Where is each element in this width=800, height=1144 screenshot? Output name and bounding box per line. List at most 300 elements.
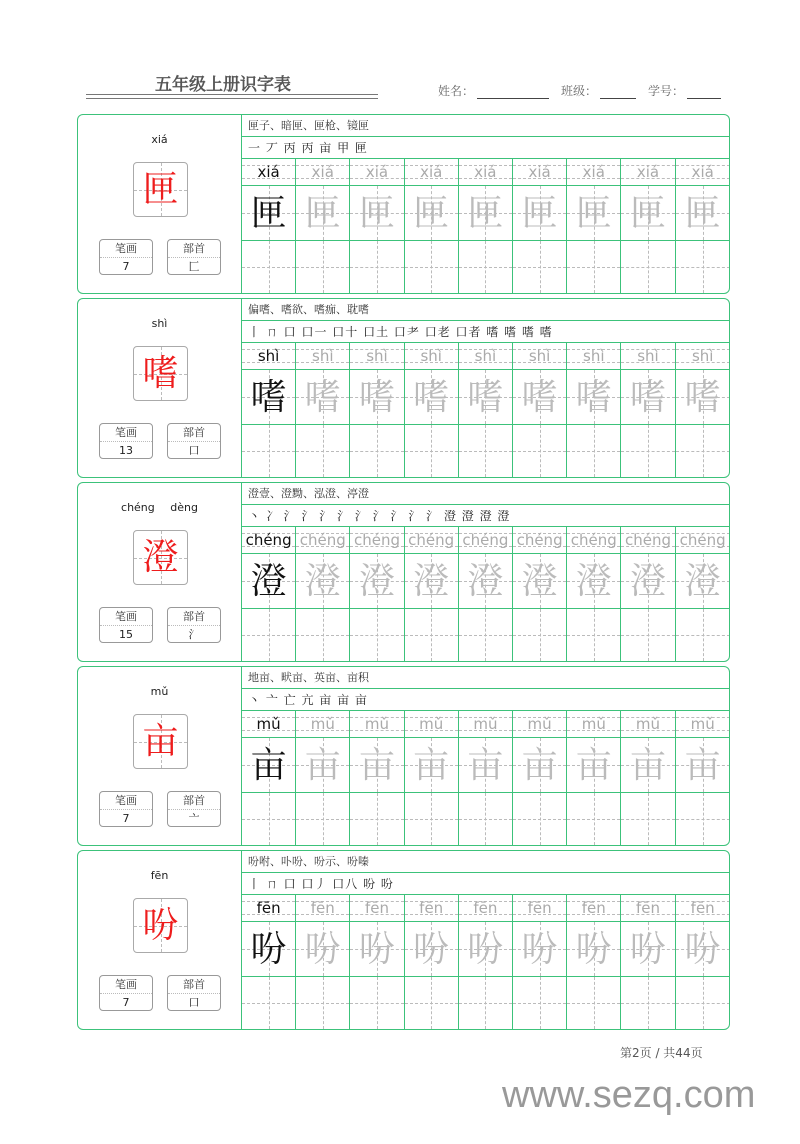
main-character: 匣 bbox=[142, 169, 179, 210]
character-cell[interactable] bbox=[242, 186, 295, 241]
writing-cell[interactable] bbox=[621, 609, 674, 661]
writing-cell[interactable] bbox=[676, 609, 730, 661]
character-card bbox=[77, 114, 730, 294]
practice-panel bbox=[242, 667, 729, 845]
character-trace: 澄 bbox=[629, 561, 666, 602]
character-trace: 澄 bbox=[521, 561, 558, 602]
character-cell[interactable] bbox=[621, 738, 674, 793]
writing-cell[interactable] bbox=[621, 241, 674, 293]
writing-cell[interactable] bbox=[513, 425, 566, 477]
character-trace: 亩 bbox=[575, 745, 612, 786]
practice-column bbox=[621, 895, 675, 1029]
writing-cell[interactable] bbox=[350, 977, 403, 1029]
radical-label: 部首 bbox=[168, 240, 220, 258]
character-trace: 匣 bbox=[684, 193, 721, 234]
character-trace: 吩 bbox=[684, 929, 721, 970]
character-display-box bbox=[133, 530, 188, 585]
stroke-order: 丨 ㄇ 口 口丿 口八 吩 吩 bbox=[242, 873, 729, 895]
character-cell[interactable] bbox=[621, 186, 674, 241]
pinyin-trace: shì bbox=[691, 347, 714, 365]
writing-cell[interactable] bbox=[296, 793, 349, 845]
pinyin-trace: chéng bbox=[679, 531, 726, 549]
pinyin-cell[interactable] bbox=[459, 711, 512, 738]
practice-column bbox=[676, 343, 730, 477]
pinyin-trace: xiá bbox=[474, 163, 497, 181]
character-trace: 嗜 bbox=[413, 377, 450, 418]
pinyin-trace: shì bbox=[474, 347, 497, 365]
pinyin-trace: xiá bbox=[582, 163, 605, 181]
radical-value: 口 bbox=[188, 996, 200, 1009]
pinyin-cell[interactable] bbox=[350, 343, 403, 370]
character-cell[interactable] bbox=[405, 554, 458, 609]
pinyin-cell[interactable] bbox=[242, 343, 295, 370]
stroke-order: 一 丆 丙 丙 亩 甲 匣 bbox=[242, 137, 729, 159]
pinyin-cell[interactable] bbox=[459, 343, 512, 370]
stroke-count-value: 7 bbox=[122, 812, 130, 825]
student-info bbox=[438, 82, 721, 99]
pinyin-cell[interactable] bbox=[459, 527, 512, 554]
character-info-panel bbox=[78, 115, 242, 293]
pinyin-cell[interactable] bbox=[513, 343, 566, 370]
character-cell[interactable] bbox=[242, 738, 295, 793]
character-cell[interactable] bbox=[350, 186, 403, 241]
pinyin-trace: shì bbox=[312, 347, 334, 365]
practice-column bbox=[242, 159, 296, 293]
practice-column bbox=[350, 159, 404, 293]
stroke-count-label: 笔画 bbox=[100, 608, 152, 626]
pinyin-cell[interactable] bbox=[513, 895, 566, 922]
pinyin-trace: chéng bbox=[570, 531, 617, 549]
writing-cell[interactable] bbox=[459, 241, 512, 293]
pinyin-cell[interactable] bbox=[405, 895, 458, 922]
page-title: 五年级上册识字表 bbox=[155, 75, 291, 95]
character-trace: 澄 bbox=[358, 561, 395, 602]
practice-column bbox=[242, 527, 296, 661]
pinyin-cell[interactable] bbox=[676, 711, 730, 738]
radical-box bbox=[167, 607, 221, 643]
radical-value: 口 bbox=[188, 444, 200, 457]
pinyin-cell[interactable] bbox=[405, 343, 458, 370]
practice-column bbox=[242, 343, 296, 477]
pinyin-trace: shì bbox=[257, 347, 280, 365]
example-words: 澄壹、澄黝、泓澄、渟澄 bbox=[242, 483, 729, 505]
pinyin-cell[interactable] bbox=[567, 159, 620, 186]
radical-label: 部首 bbox=[168, 976, 220, 994]
example-words: 吩咐、卟吩、吩示、吩嗪 bbox=[242, 851, 729, 873]
character-trace: 吩 bbox=[521, 929, 558, 970]
pinyin-cell[interactable] bbox=[621, 159, 674, 186]
character-cell[interactable] bbox=[676, 186, 730, 241]
character-info-panel bbox=[78, 299, 242, 477]
name-blank[interactable] bbox=[477, 85, 549, 99]
stroke-count-label: 笔画 bbox=[100, 424, 152, 442]
pinyin-cell[interactable] bbox=[405, 527, 458, 554]
character-cell[interactable] bbox=[296, 554, 349, 609]
practice-panel bbox=[242, 299, 729, 477]
writing-cell[interactable] bbox=[296, 977, 349, 1029]
pinyin-trace: shì bbox=[637, 347, 659, 365]
writing-cell[interactable] bbox=[513, 609, 566, 661]
pinyin-trace: xiá bbox=[636, 163, 660, 181]
practice-column bbox=[513, 895, 567, 1029]
pinyin-cell[interactable] bbox=[567, 527, 620, 554]
character-cell[interactable] bbox=[459, 186, 512, 241]
pinyin-cell[interactable] bbox=[621, 343, 674, 370]
character-trace: 吩 bbox=[250, 929, 287, 970]
character-info-panel bbox=[78, 483, 242, 661]
character-trace: 澄 bbox=[413, 561, 450, 602]
pinyin-cell[interactable] bbox=[513, 711, 566, 738]
character-cell[interactable] bbox=[350, 370, 403, 425]
stroke-count-box bbox=[99, 607, 153, 643]
character-trace: 匣 bbox=[358, 193, 395, 234]
stroke-count-box bbox=[99, 975, 153, 1011]
practice-column bbox=[567, 527, 621, 661]
writing-cell[interactable] bbox=[676, 977, 730, 1029]
practice-column bbox=[296, 527, 350, 661]
pinyin-label: mǔ bbox=[150, 685, 169, 698]
pinyin-cell[interactable] bbox=[459, 159, 512, 186]
practice-column bbox=[513, 343, 567, 477]
character-trace: 匣 bbox=[521, 193, 558, 234]
practice-grid bbox=[242, 527, 729, 661]
pinyin-cell[interactable] bbox=[296, 343, 349, 370]
writing-cell[interactable] bbox=[405, 241, 458, 293]
writing-cell[interactable] bbox=[513, 793, 566, 845]
character-cell[interactable] bbox=[513, 186, 566, 241]
character-cell[interactable] bbox=[242, 554, 295, 609]
pinyin-trace: shì bbox=[366, 347, 388, 365]
pinyin-cell[interactable] bbox=[296, 711, 349, 738]
character-cell[interactable] bbox=[459, 738, 512, 793]
character-cell[interactable] bbox=[676, 922, 730, 977]
writing-cell[interactable] bbox=[567, 977, 620, 1029]
character-cell[interactable] bbox=[350, 922, 403, 977]
character-cell[interactable] bbox=[513, 922, 566, 977]
character-display-box bbox=[133, 898, 188, 953]
character-cell[interactable] bbox=[567, 370, 620, 425]
practice-column bbox=[621, 527, 675, 661]
pinyin-trace: fēn bbox=[581, 899, 606, 917]
pinyin-cell[interactable] bbox=[242, 159, 295, 186]
stroke-count-box bbox=[99, 423, 153, 459]
pinyin-trace: mǔ bbox=[635, 715, 661, 733]
pinyin-trace: mǔ bbox=[581, 715, 606, 733]
character-cell[interactable] bbox=[296, 370, 349, 425]
character-cell[interactable] bbox=[567, 738, 620, 793]
character-display-box bbox=[133, 162, 188, 217]
pinyin-cell[interactable] bbox=[676, 343, 730, 370]
practice-column bbox=[676, 895, 730, 1029]
character-cell[interactable] bbox=[459, 922, 512, 977]
character-trace: 嗜 bbox=[575, 377, 612, 418]
pinyin-cell[interactable] bbox=[242, 527, 295, 554]
character-trace: 亩 bbox=[629, 745, 666, 786]
pinyin-cell[interactable] bbox=[567, 343, 620, 370]
character-cell[interactable] bbox=[567, 922, 620, 977]
practice-column bbox=[513, 159, 567, 293]
character-cell[interactable] bbox=[676, 738, 730, 793]
pinyin-trace: xiá bbox=[311, 163, 334, 181]
character-trace: 嗜 bbox=[521, 377, 558, 418]
character-cell[interactable] bbox=[296, 738, 349, 793]
character-cell[interactable] bbox=[242, 922, 295, 977]
pinyin-label: fēn bbox=[150, 869, 169, 882]
student-no-blank[interactable] bbox=[687, 85, 721, 99]
character-trace: 亩 bbox=[684, 745, 721, 786]
example-words: 地亩、畎亩、英亩、亩积 bbox=[242, 667, 729, 689]
title-underline bbox=[86, 94, 378, 99]
pinyin-cell[interactable] bbox=[242, 895, 295, 922]
pinyin-trace: fēn bbox=[690, 899, 715, 917]
pinyin-label: chéng dèng bbox=[121, 501, 198, 514]
character-cell[interactable] bbox=[405, 922, 458, 977]
example-words: 偏嗜、嗜欲、嗜痂、耽嗜 bbox=[242, 299, 729, 321]
example-words: 匣子、暗匣、匣枪、镜匣 bbox=[242, 115, 729, 137]
pinyin-cell[interactable] bbox=[459, 895, 512, 922]
pinyin-trace: fēn bbox=[473, 899, 498, 917]
radical-box bbox=[167, 975, 221, 1011]
character-trace: 嗜 bbox=[684, 377, 721, 418]
pinyin-trace: chéng bbox=[245, 531, 292, 549]
character-trace: 澄 bbox=[575, 561, 612, 602]
practice-column bbox=[621, 343, 675, 477]
writing-cell[interactable] bbox=[513, 241, 566, 293]
writing-cell[interactable] bbox=[350, 609, 403, 661]
stroke-count-value: 15 bbox=[119, 628, 133, 641]
character-card bbox=[77, 850, 730, 1030]
stroke-count-value: 7 bbox=[122, 996, 130, 1009]
pinyin-cell[interactable] bbox=[621, 527, 674, 554]
writing-cell[interactable] bbox=[459, 609, 512, 661]
pinyin-label: xiá bbox=[151, 133, 168, 146]
character-trace: 吩 bbox=[358, 929, 395, 970]
pinyin-trace: mǔ bbox=[473, 715, 498, 733]
main-character: 澄 bbox=[142, 537, 179, 578]
writing-cell[interactable] bbox=[459, 425, 512, 477]
writing-cell[interactable] bbox=[405, 977, 458, 1029]
pinyin-label: shì bbox=[151, 317, 168, 330]
character-cell[interactable] bbox=[567, 554, 620, 609]
pinyin-cell[interactable] bbox=[621, 711, 674, 738]
character-card bbox=[77, 482, 730, 662]
pinyin-trace: chéng bbox=[353, 531, 400, 549]
pinyin-cell[interactable] bbox=[513, 527, 566, 554]
character-trace: 吩 bbox=[413, 929, 450, 970]
practice-column bbox=[242, 895, 296, 1029]
radical-box bbox=[167, 423, 221, 459]
practice-column bbox=[405, 711, 459, 845]
writing-cell[interactable] bbox=[567, 241, 620, 293]
character-info-panel bbox=[78, 667, 242, 845]
character-cell[interactable] bbox=[513, 738, 566, 793]
pinyin-trace: chéng bbox=[299, 531, 346, 549]
writing-cell[interactable] bbox=[242, 241, 295, 293]
character-trace: 澄 bbox=[684, 561, 721, 602]
character-cell[interactable] bbox=[621, 554, 674, 609]
character-cell[interactable] bbox=[405, 370, 458, 425]
pinyin-trace: fēn bbox=[419, 899, 444, 917]
main-character: 亩 bbox=[142, 721, 179, 762]
writing-cell[interactable] bbox=[567, 609, 620, 661]
character-cell[interactable] bbox=[296, 186, 349, 241]
practice-column bbox=[621, 159, 675, 293]
writing-cell[interactable] bbox=[242, 793, 295, 845]
writing-cell[interactable] bbox=[459, 793, 512, 845]
writing-cell[interactable] bbox=[296, 609, 349, 661]
character-trace: 嗜 bbox=[358, 377, 395, 418]
character-cell[interactable] bbox=[621, 922, 674, 977]
character-cell[interactable] bbox=[459, 554, 512, 609]
main-character: 嗜 bbox=[142, 353, 179, 394]
pinyin-trace: mǔ bbox=[364, 715, 390, 733]
pinyin-cell[interactable] bbox=[242, 711, 295, 738]
writing-cell[interactable] bbox=[350, 241, 403, 293]
pinyin-cell[interactable] bbox=[567, 711, 620, 738]
character-trace: 匣 bbox=[575, 193, 612, 234]
character-trace: 吩 bbox=[629, 929, 666, 970]
character-trace: 匣 bbox=[629, 193, 666, 234]
practice-column bbox=[459, 159, 513, 293]
radical-box bbox=[167, 791, 221, 827]
pinyin-trace: xiá bbox=[528, 163, 551, 181]
character-trace: 吩 bbox=[304, 929, 341, 970]
writing-cell[interactable] bbox=[621, 425, 674, 477]
radical-label: 部首 bbox=[168, 608, 220, 626]
stroke-count-value: 13 bbox=[119, 444, 133, 457]
pinyin-trace: mǔ bbox=[527, 715, 552, 733]
practice-column bbox=[296, 895, 350, 1029]
practice-column bbox=[676, 711, 730, 845]
pinyin-cell[interactable] bbox=[405, 159, 458, 186]
writing-cell[interactable] bbox=[350, 793, 403, 845]
stroke-count-box bbox=[99, 791, 153, 827]
character-cell[interactable] bbox=[567, 186, 620, 241]
writing-cell[interactable] bbox=[242, 609, 295, 661]
writing-cell[interactable] bbox=[405, 609, 458, 661]
pinyin-trace: chéng bbox=[516, 531, 563, 549]
character-card bbox=[77, 666, 730, 846]
watermark: www.sezq.com bbox=[502, 1074, 756, 1116]
pinyin-cell[interactable] bbox=[350, 527, 403, 554]
character-trace: 嗜 bbox=[629, 377, 666, 418]
practice-panel bbox=[242, 851, 729, 1029]
practice-column bbox=[405, 343, 459, 477]
radical-value: 匚 bbox=[188, 260, 200, 273]
character-cell[interactable] bbox=[350, 738, 403, 793]
pinyin-trace: xiá bbox=[365, 163, 389, 181]
practice-column bbox=[242, 711, 296, 845]
character-cell[interactable] bbox=[296, 922, 349, 977]
character-cell[interactable] bbox=[513, 370, 566, 425]
pinyin-cell[interactable] bbox=[676, 527, 730, 554]
pinyin-cell[interactable] bbox=[405, 711, 458, 738]
stroke-count-value: 7 bbox=[122, 260, 130, 273]
practice-column bbox=[405, 527, 459, 661]
pinyin-cell[interactable] bbox=[621, 895, 674, 922]
character-trace: 亩 bbox=[304, 745, 341, 786]
practice-panel bbox=[242, 115, 729, 293]
practice-column bbox=[350, 343, 404, 477]
radical-value: 亠 bbox=[188, 812, 200, 825]
name-label: 姓名： bbox=[438, 84, 475, 98]
character-trace: 吩 bbox=[467, 929, 504, 970]
writing-cell[interactable] bbox=[296, 425, 349, 477]
pinyin-cell[interactable] bbox=[676, 159, 730, 186]
pinyin-cell[interactable] bbox=[296, 159, 349, 186]
character-cell[interactable] bbox=[459, 370, 512, 425]
writing-cell[interactable] bbox=[567, 793, 620, 845]
character-trace: 亩 bbox=[521, 745, 558, 786]
writing-cell[interactable] bbox=[350, 425, 403, 477]
main-character: 吩 bbox=[142, 905, 179, 946]
writing-cell[interactable] bbox=[405, 793, 458, 845]
writing-cell[interactable] bbox=[676, 793, 730, 845]
pinyin-trace: chéng bbox=[462, 531, 509, 549]
practice-column bbox=[405, 895, 459, 1029]
character-cell[interactable] bbox=[676, 554, 730, 609]
character-cell[interactable] bbox=[621, 370, 674, 425]
character-cell[interactable] bbox=[405, 186, 458, 241]
practice-column bbox=[567, 711, 621, 845]
character-trace: 嗜 bbox=[250, 377, 287, 418]
character-trace: 嗜 bbox=[467, 377, 504, 418]
writing-cell[interactable] bbox=[621, 793, 674, 845]
writing-cell[interactable] bbox=[621, 977, 674, 1029]
practice-column bbox=[676, 159, 730, 293]
pinyin-cell[interactable] bbox=[350, 159, 403, 186]
pinyin-cell[interactable] bbox=[296, 527, 349, 554]
writing-cell[interactable] bbox=[242, 425, 295, 477]
pinyin-cell[interactable] bbox=[567, 895, 620, 922]
pinyin-cell[interactable] bbox=[296, 895, 349, 922]
pinyin-trace: fēn bbox=[256, 899, 281, 917]
pinyin-trace: fēn bbox=[527, 899, 552, 917]
practice-grid bbox=[242, 159, 729, 293]
character-trace: 匣 bbox=[250, 193, 287, 234]
practice-column bbox=[459, 527, 513, 661]
radical-box bbox=[167, 239, 221, 275]
pinyin-cell[interactable] bbox=[513, 159, 566, 186]
class-blank[interactable] bbox=[600, 85, 636, 99]
character-cell[interactable] bbox=[242, 370, 295, 425]
pinyin-trace: shì bbox=[528, 347, 551, 365]
pinyin-trace: xiá bbox=[691, 163, 714, 181]
writing-cell[interactable] bbox=[242, 977, 295, 1029]
writing-cell[interactable] bbox=[676, 241, 730, 293]
writing-cell[interactable] bbox=[567, 425, 620, 477]
writing-cell[interactable] bbox=[405, 425, 458, 477]
stroke-order: 丶 亠 亡 亢 亩 亩 亩 bbox=[242, 689, 729, 711]
writing-cell[interactable] bbox=[296, 241, 349, 293]
pinyin-cell[interactable] bbox=[350, 711, 403, 738]
pinyin-trace: fēn bbox=[635, 899, 660, 917]
writing-cell[interactable] bbox=[459, 977, 512, 1029]
practice-grid bbox=[242, 711, 729, 845]
writing-cell[interactable] bbox=[676, 425, 730, 477]
stroke-count-label: 笔画 bbox=[100, 792, 152, 810]
character-cell[interactable] bbox=[405, 738, 458, 793]
radical-label: 部首 bbox=[168, 792, 220, 810]
character-cell[interactable] bbox=[350, 554, 403, 609]
writing-cell[interactable] bbox=[513, 977, 566, 1029]
pinyin-cell[interactable] bbox=[350, 895, 403, 922]
practice-column bbox=[350, 527, 404, 661]
pinyin-trace: mǔ bbox=[419, 715, 444, 733]
character-cell[interactable] bbox=[513, 554, 566, 609]
character-cell[interactable] bbox=[676, 370, 730, 425]
pinyin-cell[interactable] bbox=[676, 895, 730, 922]
